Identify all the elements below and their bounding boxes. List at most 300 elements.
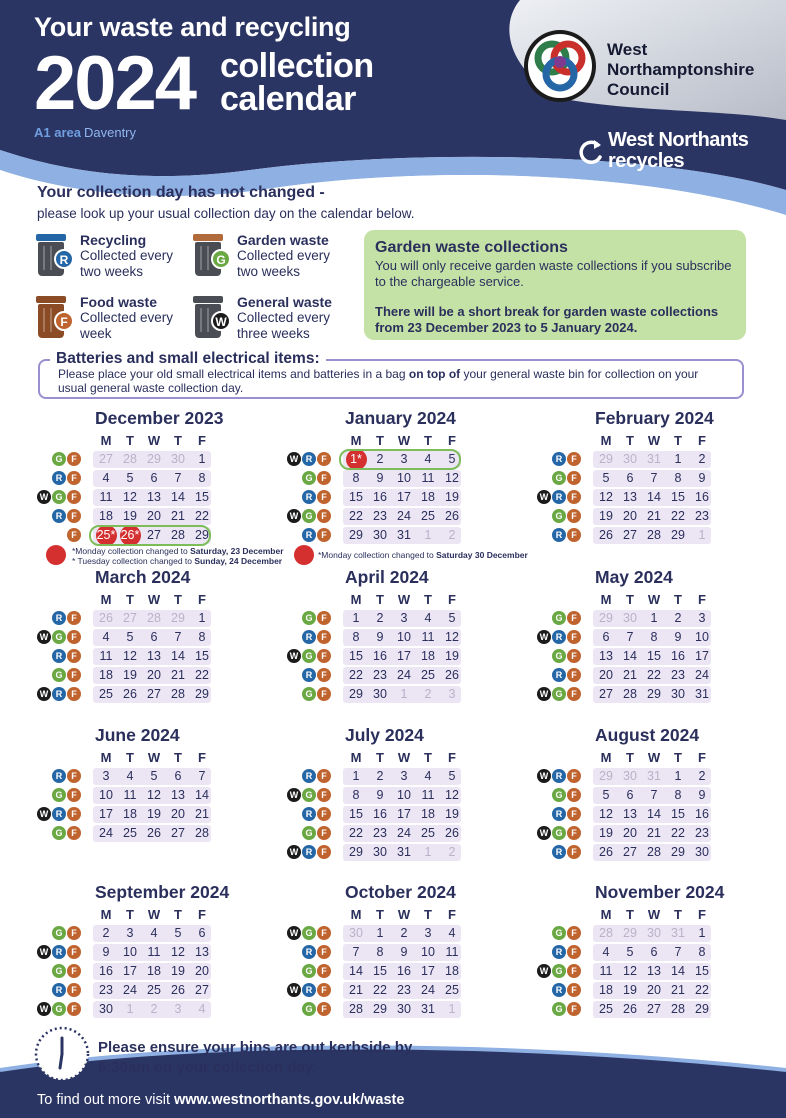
month-title: May 2024 xyxy=(595,567,673,587)
day-cell: 26 xyxy=(599,845,613,859)
food-waste-badge: F xyxy=(567,630,581,644)
week-row xyxy=(290,488,520,507)
day-cell: 5 xyxy=(448,452,456,466)
day-cell: 29 xyxy=(171,611,185,625)
general-waste-badge: W xyxy=(537,630,551,644)
day-cell: 23 xyxy=(373,668,387,682)
day-header: M xyxy=(100,907,112,922)
day-cell: 21 xyxy=(171,509,185,523)
day-cell: 14 xyxy=(171,490,185,504)
day-cell: 17 xyxy=(123,964,137,978)
week-row xyxy=(40,824,270,843)
food-waste-badge: F xyxy=(67,528,81,542)
bin-letter: W xyxy=(211,311,231,331)
day-cell: 25 xyxy=(421,509,435,523)
day-cell: 3 xyxy=(102,769,110,783)
day-cell: 6 xyxy=(626,471,634,485)
day-header: F xyxy=(448,592,456,607)
day-cell: 1 xyxy=(448,1002,456,1016)
day-cell: 29 xyxy=(195,687,209,701)
legend-line1: Collected every xyxy=(237,310,331,325)
day-cell: 14 xyxy=(195,788,209,802)
food-waste-badge: F xyxy=(317,630,331,644)
day-cell: 8 xyxy=(698,945,706,959)
day-header: T xyxy=(126,907,134,922)
day-cell: 18 xyxy=(421,490,435,504)
week-row xyxy=(540,924,770,943)
recycling-badge: R xyxy=(302,807,316,821)
month-july-2024 xyxy=(290,725,520,885)
day-cell: 29 xyxy=(695,1002,709,1016)
header xyxy=(0,0,786,215)
day-cell: 18 xyxy=(99,668,113,682)
day-cell: 10 xyxy=(421,945,435,959)
day-cell: 10 xyxy=(123,945,137,959)
legend-line1: Collected every xyxy=(80,248,174,263)
day-header: W xyxy=(147,750,161,765)
footer-visit xyxy=(37,1092,404,1108)
day-cell: 11 xyxy=(147,945,161,959)
clock-icon xyxy=(34,1026,90,1082)
day-cell: 5 xyxy=(602,471,610,485)
day-cell: 2 xyxy=(674,611,682,625)
day-cell: 10 xyxy=(397,788,411,802)
day-cell: 25* xyxy=(94,527,118,544)
month-may-2024 xyxy=(540,567,770,727)
month-january-2024 xyxy=(290,408,520,568)
food-waste-badge: F xyxy=(317,826,331,840)
day-cell: 15 xyxy=(349,807,363,821)
day-cell: 4 xyxy=(424,452,432,466)
visit-link[interactable]: www.westnorthants.gov.uk/waste xyxy=(174,1092,405,1108)
day-header: W xyxy=(397,907,411,922)
garden-waste-info-box xyxy=(364,230,746,340)
week-row xyxy=(40,685,270,704)
food-waste-badge: F xyxy=(67,490,81,504)
recycling-badge: R xyxy=(302,769,316,783)
day-cell: 11 xyxy=(123,788,137,802)
changed-collection-note xyxy=(318,550,528,560)
food-waste-badge: F xyxy=(567,826,581,840)
food-waste-badge: F xyxy=(317,611,331,625)
day-cell: 6 xyxy=(174,769,182,783)
general-waste-badge: W xyxy=(37,687,51,701)
food-waste-badge: F xyxy=(567,964,581,978)
day-cell: 27 xyxy=(147,528,161,542)
month-title: August 2024 xyxy=(595,725,700,745)
garden-waste-badge: G xyxy=(552,509,566,523)
day-cell: 26 xyxy=(445,668,459,682)
day-cell: 30 xyxy=(373,528,387,542)
day-cell: 13 xyxy=(623,490,637,504)
day-header: T xyxy=(174,750,182,765)
day-cell: 1* xyxy=(344,451,368,468)
day-header: T xyxy=(126,433,134,448)
recycling-badge: R xyxy=(52,471,66,485)
day-cell: 28 xyxy=(647,528,661,542)
day-cell: 19 xyxy=(599,826,613,840)
day-cell: 8 xyxy=(650,630,658,644)
general-waste-badge: W xyxy=(287,845,301,859)
recycling-badge: R xyxy=(52,611,66,625)
day-cell: 8 xyxy=(198,630,206,644)
notice-subtitle: please look up your usual collection day on the calendar below. xyxy=(37,206,415,221)
day-cell: 18 xyxy=(599,983,613,997)
month-march-2024 xyxy=(40,567,270,727)
day-cell: 10 xyxy=(695,630,709,644)
day-header: W xyxy=(147,907,161,922)
food-waste-badge: F xyxy=(317,845,331,859)
week-row xyxy=(540,469,770,488)
bin-icon xyxy=(193,234,229,276)
recycling-badge: R xyxy=(552,630,566,644)
day-cell: 16 xyxy=(373,490,387,504)
day-cell: 10 xyxy=(99,788,113,802)
day-header: F xyxy=(698,592,706,607)
day-cell: 6 xyxy=(198,926,206,940)
day-cell: 11 xyxy=(99,649,113,663)
day-cell: 10 xyxy=(397,471,411,485)
garden-waste-badge: G xyxy=(302,611,316,625)
day-header: T xyxy=(626,907,634,922)
day-cell: 22 xyxy=(671,509,685,523)
day-cell: 22 xyxy=(349,826,363,840)
food-waste-badge: F xyxy=(67,687,81,701)
day-cell: 25 xyxy=(421,668,435,682)
general-waste-badge: W xyxy=(37,1002,51,1016)
day-cell: 20 xyxy=(623,509,637,523)
reminder-after: on your collection day. xyxy=(149,1059,317,1076)
month-title: October 2024 xyxy=(345,882,456,902)
day-header: W xyxy=(147,592,161,607)
day-cell: 2 xyxy=(424,687,432,701)
legend-text xyxy=(237,294,332,342)
day-header: F xyxy=(698,433,706,448)
day-cell: 26 xyxy=(623,1002,637,1016)
food-waste-badge: F xyxy=(567,983,581,997)
day-cell: 18 xyxy=(421,807,435,821)
day-header: M xyxy=(600,907,612,922)
month-title: January 2024 xyxy=(345,408,456,428)
legend-name: Recycling xyxy=(80,232,147,248)
month-title: November 2024 xyxy=(595,882,725,902)
recycling-badge: R xyxy=(552,983,566,997)
week-row xyxy=(40,786,270,805)
food-waste-badge: F xyxy=(567,509,581,523)
week-row xyxy=(40,767,270,786)
day-cell: 5 xyxy=(448,611,456,625)
day-cell: 15 xyxy=(195,490,209,504)
day-cell: 21 xyxy=(195,807,209,821)
general-waste-badge: W xyxy=(537,769,551,783)
reminder-before: Please ensure your bins are out kerbside by xyxy=(98,1039,413,1056)
legend-name: Food waste xyxy=(80,294,158,310)
reminder-time: 6:30am xyxy=(98,1059,150,1076)
recycling-badge: R xyxy=(302,528,316,542)
week-row xyxy=(290,685,520,704)
day-cell: 9 xyxy=(400,945,408,959)
batteries-text xyxy=(58,367,718,395)
day-cell: 27 xyxy=(599,687,613,701)
day-header: M xyxy=(600,592,612,607)
day-cell: 20 xyxy=(147,509,161,523)
day-header: T xyxy=(626,750,634,765)
day-header: W xyxy=(147,433,161,448)
food-waste-badge: F xyxy=(317,490,331,504)
recycling-badge: R xyxy=(302,945,316,959)
week-row xyxy=(290,469,520,488)
garden-waste-badge: G xyxy=(552,687,566,701)
day-cell: 15 xyxy=(349,649,363,663)
recycling-badge: R xyxy=(302,490,316,504)
day-cell: 17 xyxy=(421,964,435,978)
week-row xyxy=(290,962,520,981)
day-cell: 16 xyxy=(373,807,387,821)
garden-waste-badge: G xyxy=(52,964,66,978)
day-cell: 1 xyxy=(198,452,206,466)
day-cell: 5 xyxy=(174,926,182,940)
day-cell: 9 xyxy=(674,630,682,644)
day-header: F xyxy=(698,907,706,922)
brand-line2: recycles xyxy=(608,150,685,172)
day-cell: 4 xyxy=(602,945,610,959)
garden-waste-badge: G xyxy=(302,687,316,701)
day-cell: 19 xyxy=(123,668,137,682)
day-cell: 22 xyxy=(671,826,685,840)
recycling-badge: R xyxy=(52,983,66,997)
recycling-badge: R xyxy=(52,509,66,523)
day-cell: 1 xyxy=(352,611,360,625)
day-cell: 1 xyxy=(698,926,706,940)
week-row xyxy=(540,824,770,843)
day-cell: 30 xyxy=(647,926,661,940)
title-line: Your waste and recycling xyxy=(34,12,351,42)
day-cell: 28 xyxy=(171,528,185,542)
day-header: F xyxy=(198,907,206,922)
day-header: M xyxy=(600,433,612,448)
day-cell: 16 xyxy=(671,649,685,663)
week-row xyxy=(40,450,270,469)
day-cell: 29 xyxy=(647,687,661,701)
week-row xyxy=(40,666,270,685)
day-cell: 15 xyxy=(695,964,709,978)
day-header: T xyxy=(376,592,384,607)
food-waste-badge: F xyxy=(317,1002,331,1016)
bin-icon xyxy=(36,234,72,276)
day-cell: 13 xyxy=(647,964,661,978)
day-cell: 26 xyxy=(445,509,459,523)
month-title: December 2023 xyxy=(95,408,224,428)
legend-text xyxy=(237,232,330,280)
day-cell: 29 xyxy=(349,528,363,542)
week-row xyxy=(40,628,270,647)
food-waste-badge: F xyxy=(567,1002,581,1016)
food-waste-badge: F xyxy=(567,528,581,542)
bin-letter: R xyxy=(54,249,74,269)
day-cell: 12 xyxy=(445,471,459,485)
day-cell: 26 xyxy=(599,528,613,542)
batteries-text-before: Please place your old small electrical items and batteries in a bag xyxy=(58,367,409,381)
garden-waste-badge: G xyxy=(52,630,66,644)
day-cell: 25 xyxy=(445,983,459,997)
day-header: M xyxy=(100,750,112,765)
day-cell: 3 xyxy=(400,769,408,783)
day-cell: 17 xyxy=(397,490,411,504)
day-cell: 28 xyxy=(147,611,161,625)
food-waste-badge: F xyxy=(317,649,331,663)
day-header: M xyxy=(100,433,112,448)
legend-line2: two weeks xyxy=(80,264,144,279)
day-cell: 29 xyxy=(599,611,613,625)
day-cell: 12 xyxy=(599,807,613,821)
day-header: T xyxy=(674,592,682,607)
general-waste-badge: W xyxy=(537,964,551,978)
week-row xyxy=(40,469,270,488)
day-cell: 27 xyxy=(147,687,161,701)
day-cell: 31 xyxy=(695,687,709,701)
garden-waste-badge: G xyxy=(302,788,316,802)
garden-waste-badge: G xyxy=(302,1002,316,1016)
week-row xyxy=(540,488,770,507)
day-header: F xyxy=(448,750,456,765)
garden-waste-badge: G xyxy=(52,668,66,682)
food-waste-badge: F xyxy=(317,452,331,466)
day-cell: 12 xyxy=(445,788,459,802)
recycling-badge: R xyxy=(552,668,566,682)
day-cell: 2 xyxy=(448,528,456,542)
day-cell: 4 xyxy=(126,769,134,783)
footer-reminder xyxy=(98,1038,418,1078)
day-cell: 31 xyxy=(647,452,661,466)
council-name xyxy=(607,40,754,100)
day-cell: 29 xyxy=(671,845,685,859)
day-cell: 3 xyxy=(698,611,706,625)
day-cell: 28 xyxy=(671,1002,685,1016)
day-cell: 20 xyxy=(195,964,209,978)
month-title: September 2024 xyxy=(95,882,230,902)
month-june-2024 xyxy=(40,725,270,885)
week-row xyxy=(540,962,770,981)
food-waste-badge: F xyxy=(67,1002,81,1016)
day-cell: 10 xyxy=(397,630,411,644)
changed-collection-marker-icon xyxy=(46,545,66,565)
note-line: *Monday collection changed to Saturday 30 December xyxy=(318,550,528,560)
legend-name: Garden waste xyxy=(237,232,329,248)
bin-letter: G xyxy=(211,249,231,269)
day-cell: 26 xyxy=(445,826,459,840)
day-cell: 5 xyxy=(126,471,134,485)
day-cell: 9 xyxy=(102,945,110,959)
day-cell: 21 xyxy=(623,668,637,682)
day-cell: 22 xyxy=(349,668,363,682)
day-cell: 25 xyxy=(147,983,161,997)
day-cell: 22 xyxy=(349,509,363,523)
day-cell: 20 xyxy=(623,826,637,840)
day-cell: 11 xyxy=(421,788,435,802)
day-cell: 11 xyxy=(445,945,459,959)
garden-waste-badge: G xyxy=(302,649,316,663)
legend-line2: week xyxy=(80,326,112,341)
day-header: W xyxy=(647,750,661,765)
day-cell: 28 xyxy=(647,845,661,859)
council-logo-icon xyxy=(520,26,600,106)
day-cell: 1 xyxy=(674,452,682,466)
day-cell: 23 xyxy=(671,668,685,682)
general-waste-badge: W xyxy=(37,807,51,821)
day-cell: 4 xyxy=(102,471,110,485)
month-title: March 2024 xyxy=(95,567,191,587)
day-cell: 31 xyxy=(397,845,411,859)
day-cell: 28 xyxy=(195,826,209,840)
day-header: F xyxy=(198,592,206,607)
garden-waste-badge: G xyxy=(52,452,66,466)
week-row xyxy=(40,507,270,526)
council-name-line1: West xyxy=(607,40,648,59)
day-cell: 4 xyxy=(102,630,110,644)
day-cell: 29 xyxy=(373,1002,387,1016)
week-row xyxy=(40,943,270,962)
day-cell: 3 xyxy=(174,1002,182,1016)
food-waste-badge: F xyxy=(67,826,81,840)
day-cell: 28 xyxy=(623,687,637,701)
day-cell: 9 xyxy=(698,788,706,802)
week-row xyxy=(540,943,770,962)
legend-item-general-waste xyxy=(193,294,353,354)
day-cell: 4 xyxy=(424,769,432,783)
area-name: Daventry xyxy=(83,125,137,140)
month-title: July 2024 xyxy=(345,725,424,745)
week-row xyxy=(540,843,770,862)
week-row xyxy=(540,450,770,469)
day-cell: 7 xyxy=(626,630,634,644)
day-cell: 21 xyxy=(647,826,661,840)
food-waste-badge: F xyxy=(317,964,331,978)
legend-line1: Collected every xyxy=(237,248,331,263)
day-cell: 7 xyxy=(650,788,658,802)
day-cell: 26* xyxy=(118,527,142,544)
food-waste-badge: F xyxy=(67,471,81,485)
recycling-badge: R xyxy=(302,983,316,997)
food-waste-badge: F xyxy=(317,983,331,997)
day-cell: 3 xyxy=(400,452,408,466)
day-cell: 12 xyxy=(599,490,613,504)
day-cell: 29 xyxy=(599,452,613,466)
day-header: M xyxy=(100,592,112,607)
recycling-badge: R xyxy=(302,845,316,859)
general-waste-badge: W xyxy=(287,452,301,466)
december-changed-week-outline xyxy=(89,525,211,546)
week-row xyxy=(40,647,270,666)
day-cell: 29 xyxy=(599,769,613,783)
day-cell: 11 xyxy=(99,490,113,504)
day-header: F xyxy=(448,907,456,922)
day-cell: 4 xyxy=(198,1002,206,1016)
day-cell: 14 xyxy=(171,649,185,663)
day-cell: 16 xyxy=(373,649,387,663)
day-cell: 24 xyxy=(397,509,411,523)
garden-box-title: Garden waste collections xyxy=(375,239,568,256)
food-waste-badge: F xyxy=(317,687,331,701)
food-waste-badge: F xyxy=(67,509,81,523)
food-waste-badge: F xyxy=(67,983,81,997)
day-cell: 21 xyxy=(671,983,685,997)
day-cell: 23 xyxy=(695,826,709,840)
day-header: M xyxy=(600,750,612,765)
day-cell: 12 xyxy=(123,649,137,663)
day-cell: 27 xyxy=(195,983,209,997)
day-cell: 27 xyxy=(123,611,137,625)
food-waste-badge: F xyxy=(567,807,581,821)
